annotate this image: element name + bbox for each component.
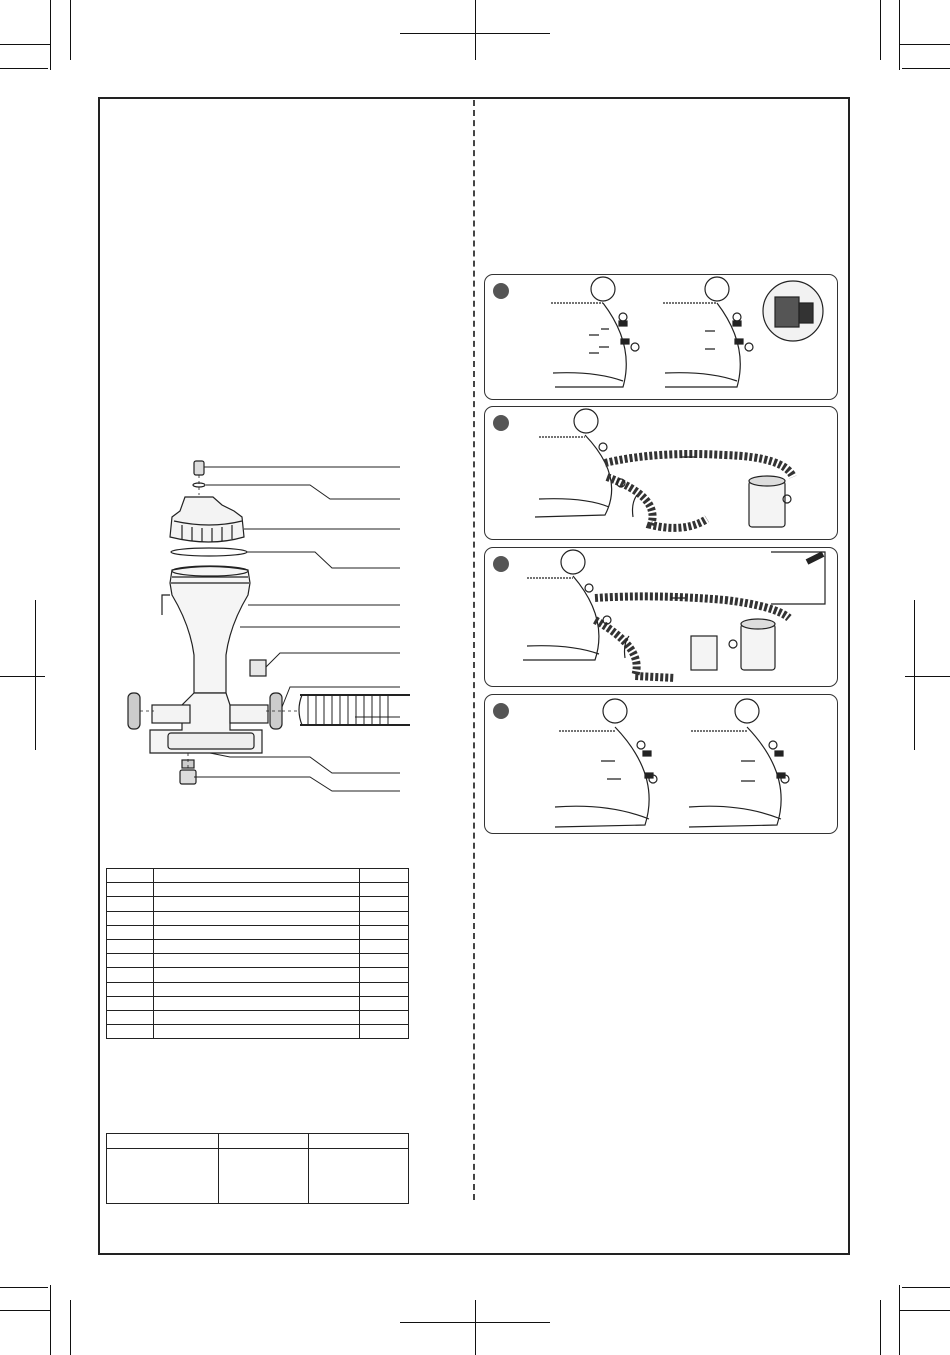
step-4-illustration — [485, 695, 838, 834]
table-row — [107, 1025, 409, 1039]
crop-mark — [914, 600, 915, 750]
table-row — [107, 925, 409, 939]
crop-mark — [905, 676, 950, 677]
step-2-illustration — [485, 407, 838, 540]
table-row — [107, 996, 409, 1010]
step-panel-4 — [484, 694, 838, 834]
crop-mark — [880, 1300, 881, 1355]
table-row — [107, 968, 409, 982]
crop-mark — [900, 44, 950, 45]
table-row — [107, 1134, 409, 1149]
crop-mark — [70, 1300, 71, 1355]
table-row — [107, 954, 409, 968]
table-row — [107, 883, 409, 897]
crop-mark — [0, 1310, 50, 1311]
crop-mark — [475, 0, 476, 60]
step-3-illustration — [485, 548, 838, 687]
table-row — [107, 897, 409, 911]
crop-mark — [902, 1287, 950, 1288]
crop-mark — [35, 600, 36, 750]
table-row — [107, 939, 409, 953]
crop-mark — [475, 1300, 476, 1355]
crop-mark — [0, 676, 45, 677]
crop-mark — [900, 1310, 950, 1311]
column-divider — [473, 100, 475, 1200]
table-row — [107, 982, 409, 996]
exploded-parts-diagram — [110, 455, 410, 800]
step-panel-2 — [484, 406, 838, 540]
parts-table — [106, 868, 409, 1039]
crop-mark — [0, 44, 50, 45]
crop-mark — [899, 1285, 900, 1355]
crop-mark — [880, 0, 881, 60]
crop-mark — [899, 0, 900, 70]
table-row — [107, 1149, 409, 1204]
spec-table — [106, 1133, 409, 1204]
step-panel-3 — [484, 547, 838, 687]
crop-mark — [902, 68, 950, 69]
step-panel-1 — [484, 274, 838, 400]
crop-mark — [50, 1285, 51, 1355]
crop-mark — [70, 0, 71, 60]
table-row — [107, 869, 409, 883]
table-row — [107, 911, 409, 925]
table-row — [107, 1010, 409, 1024]
step-1-illustration — [485, 275, 838, 400]
crop-mark — [50, 0, 51, 70]
crop-mark — [0, 1287, 48, 1288]
crop-mark — [0, 68, 48, 69]
